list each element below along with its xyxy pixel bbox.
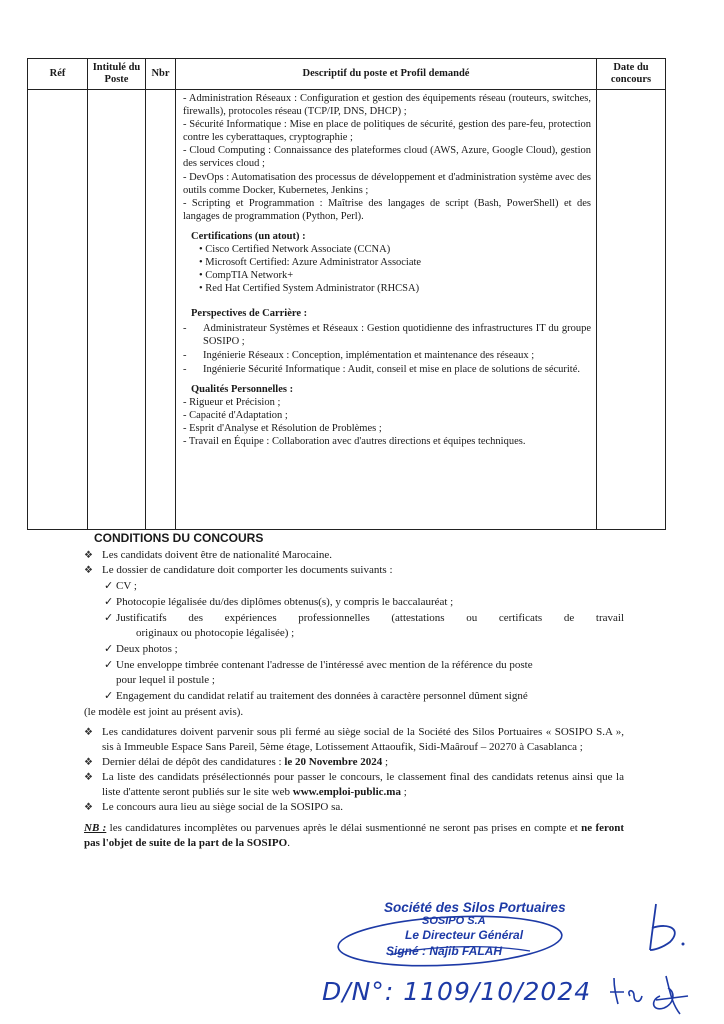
- condition-item: ❖ Dernier délai de dépôt des candidatures : le 20 Novembre 2024 ;: [84, 756, 389, 768]
- deadline-date: le 20 Novembre 2024: [284, 756, 383, 768]
- handwritten-initials-icon: [600, 900, 710, 1020]
- job-description-table: [27, 58, 666, 530]
- cell-descriptif: [176, 90, 597, 530]
- document-item-continuation: (le modèle est joint au présent avis).: [84, 706, 244, 718]
- condition-item: ❖ Les candidatures doivent parvenir sous pli fermé au siège social de la Société des Silos Portuaires « SOSIPO S.A », sis à Immeuble Espace Sans Pareil, 5ème étage, Lotissement Attaoufik, Sidi-Maârouf – 20270 à Casablanca ;: [84, 726, 624, 753]
- check-icon: ✓: [104, 612, 114, 624]
- header-intitule: Intitulé du Poste: [88, 59, 146, 90]
- header-descriptif: Descriptif du poste et Profil demandé: [176, 59, 597, 90]
- certification-item: • CompTIA Network+: [199, 270, 294, 282]
- check-icon: ✓: [104, 643, 114, 655]
- check-icon: ✓: [104, 659, 114, 671]
- document-item: ✓ Deux photos ;: [104, 643, 178, 655]
- diamond-bullet-icon: ❖: [84, 802, 93, 813]
- skill-item: - Scripting et Programmation : Maîtrise des langages de script (Bash, PowerShell) et des langages de programmation (Python, Perl).: [183, 197, 591, 222]
- check-icon: ✓: [104, 690, 114, 702]
- qualite-item: - Rigueur et Précision ;: [183, 396, 281, 408]
- conditions-section: [84, 531, 624, 862]
- skill-item: - DevOps : Automatisation des processus de développement et d'administration système avec des outils comme Docker, Kubernetes, Jenkins ;: [183, 171, 591, 196]
- handwritten-reference-number: D/N°: 1109/10/2024: [322, 977, 592, 1006]
- perspective-item: - Ingénierie Réseaux : Conception, implémentation et maintenance des réseaux ;: [183, 349, 535, 361]
- perspective-item: - Administrateur Systèmes et Réseaux : Gestion quotidienne des infrastructures IT du groupe SOSIPO ;: [183, 322, 591, 347]
- certification-item: • Red Hat Certified System Administrator (RHCSA): [199, 283, 420, 295]
- skill-item: - Cloud Computing : Connaissance des plateformes cloud (AWS, Azure, Google Cloud), gestion des services cloud ;: [183, 145, 591, 170]
- qualites-title: Qualités Personnelles :: [191, 383, 294, 395]
- qualite-item: - Capacité d'Adaptation ;: [183, 410, 288, 422]
- document-item: ✓ Une enveloppe timbrée contenant l'adresse de l'intéressé avec mention de la référence du poste pour lequel il postule ;: [104, 659, 533, 686]
- header-ref: Réf: [28, 59, 88, 90]
- condition-item: ❖ Le concours aura lieu au siège social de la SOSIPO sa.: [84, 801, 344, 813]
- nb-note: NB : les candidatures incomplètes ou parvenues après le délai susmentionné ne seront pas prises en compte et ne feront pas l'objet de suite de la part de la SOSIPO.: [84, 822, 624, 849]
- cell-intitule: [88, 90, 146, 530]
- stamp-title: Le Directeur Général: [405, 928, 524, 942]
- stamp-signatory: Signé : Najib FALAH: [386, 944, 503, 958]
- certification-item: • Cisco Certified Network Associate (CCNA): [199, 244, 391, 256]
- diamond-bullet-icon: ❖: [84, 727, 93, 738]
- table-row: [28, 90, 666, 530]
- document-item: ✓ Engagement du candidat relatif au traitement des données à caractère personnel dûment signé: [104, 690, 528, 702]
- perspective-item: - Ingénierie Sécurité Informatique : Audit, conseil et mise en place de solutions de sécurité.: [183, 363, 581, 375]
- check-icon: ✓: [104, 580, 114, 592]
- cell-nbr: [146, 90, 176, 530]
- document-item: ✓ Photocopie légalisée du/des diplômes obtenus(s), y compris le baccalauréat ;: [104, 596, 454, 608]
- certifications-title: Certifications (un atout) :: [191, 230, 306, 242]
- cell-ref: [28, 90, 88, 530]
- skill-item: - Sécurité Informatique : Mise en place de politiques de sécurité, gestion des pare-feu, protection contre les cyberattaques, cryptographie ;: [183, 119, 591, 144]
- stamp-company: Société des Silos Portuaires: [384, 900, 566, 915]
- document-item: ✓ Justificatifs des expériences professionnelles (attestations ou certificats de travail originaux ou photocopie légalisée) ;: [104, 612, 624, 639]
- diamond-bullet-icon: ❖: [84, 757, 93, 768]
- qualite-item: - Travail en Équipe : Collaboration avec d'autres directions et équipes techniques.: [183, 436, 526, 448]
- condition-item: ❖ Le dossier de candidature doit comporter les documents suivants :: [84, 564, 393, 576]
- check-icon: ✓: [104, 596, 114, 608]
- condition-item: ❖ La liste des candidats présélectionnés pour passer le concours, le classement final des candidats retenus ainsi que la liste d'attente seront publiés sur le site web www.emploi-public.ma ;: [84, 771, 624, 798]
- website-link: www.emploi-public.ma: [292, 786, 401, 798]
- document-item: ✓ CV ;: [104, 580, 137, 592]
- header-date: Date du concours: [597, 59, 666, 90]
- conditions-title: CONDITIONS DU CONCOURS: [94, 531, 264, 545]
- diamond-bullet-icon: ❖: [84, 550, 93, 561]
- certification-item: • Microsoft Certified: Azure Administrator Associate: [199, 257, 422, 269]
- skill-item: - Administration Réseaux : Configuration et gestion des équipements réseau (routeurs, switches, firewalls), protocoles réseau (TCP/IP, DNS, DHCP) ;: [183, 93, 591, 118]
- qualite-item: - Esprit d'Analyse et Résolution de Problèmes ;: [183, 423, 382, 435]
- cell-date: [597, 90, 666, 530]
- diamond-bullet-icon: ❖: [84, 772, 93, 783]
- header-nbr: Nbr: [146, 59, 176, 90]
- table-header-row: [28, 59, 666, 90]
- condition-item: ❖ Les candidats doivent être de nationalité Marocaine.: [84, 549, 332, 561]
- diamond-bullet-icon: ❖: [84, 565, 93, 576]
- perspectives-title: Perspectives de Carrière :: [191, 308, 308, 320]
- stamp-sosipo: SOSIPO S.A: [422, 915, 486, 927]
